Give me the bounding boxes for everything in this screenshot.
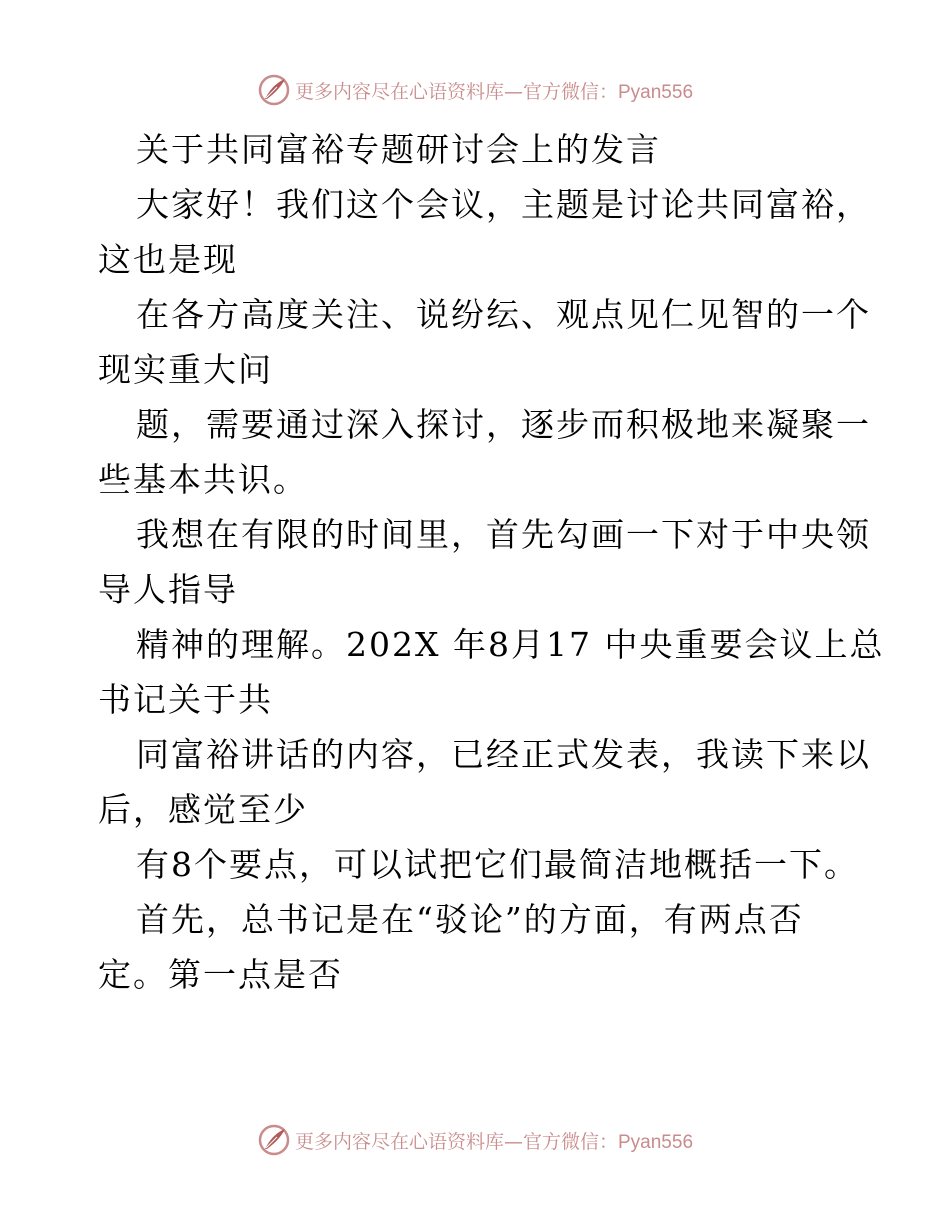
- paragraph-5: [98, 617, 885, 727]
- watermark-text: 更多内容尽在心语资料库—官方微信：Pyan556: [294, 80, 694, 103]
- paragraph-8-line-1: 首先，总书记是在“驳论”的方面，有两点否: [136, 900, 804, 939]
- paragraph-4-line-1: 我想在有限的时间里，首先勾画一下对于中央领: [136, 515, 871, 554]
- feather-logo-icon: [257, 1123, 291, 1157]
- paragraph-8-line-2: 定。第一点是否: [98, 955, 343, 994]
- paragraph-2-line-1: 在各方高度关注、说纷纭、观点见仁见智的一个: [136, 295, 871, 334]
- paragraph-1-line-2: 这也是现: [98, 240, 238, 279]
- paragraph-4-line-2: 导人指导: [98, 570, 238, 609]
- paragraph-3: [98, 397, 871, 507]
- paragraph-7: [98, 837, 858, 892]
- document-title: 关于共同富裕专题研讨会上的发言: [136, 130, 661, 169]
- paragraph-7-line-1: 有8个要点，可以试把它们最简洁地概括一下。: [136, 845, 859, 884]
- header-watermark: [0, 70, 950, 110]
- paragraph-4: [98, 507, 871, 617]
- paragraph-1-line-1: 大家好！我们这个会议，主题是讨论共同富裕，: [136, 185, 871, 224]
- paragraph-3-line-2: 些基本共识。: [98, 460, 308, 499]
- watermark-handle: Pyan556: [618, 1131, 694, 1153]
- paragraph-5-line-1: 精神的理解。202X 年8月17 中央重要会议上总: [136, 625, 885, 664]
- paragraph-5-line-2: 书记关于共: [98, 680, 273, 719]
- feather-logo-icon: [257, 73, 291, 107]
- paragraph-2: [98, 287, 871, 397]
- watermark-text: 更多内容尽在心语资料库—官方微信：Pyan556: [294, 1130, 694, 1153]
- paragraph-2-line-2: 现实重大问: [98, 350, 273, 389]
- paragraph-1: [98, 177, 871, 287]
- paragraph-8: [98, 892, 858, 1002]
- paragraph-6-line-1: 同富裕讲话的内容，已经正式发表，我读下来以: [136, 735, 871, 774]
- paragraph-3-line-1: 题，需要通过深入探讨，逐步而积极地来凝聚一: [136, 405, 871, 444]
- watermark-handle: Pyan556: [618, 81, 694, 103]
- paragraph-6-line-2: 后，感觉至少: [98, 790, 308, 829]
- document-body: [98, 122, 885, 1002]
- footer-watermark: [0, 1120, 950, 1160]
- paragraph-6: [98, 727, 871, 837]
